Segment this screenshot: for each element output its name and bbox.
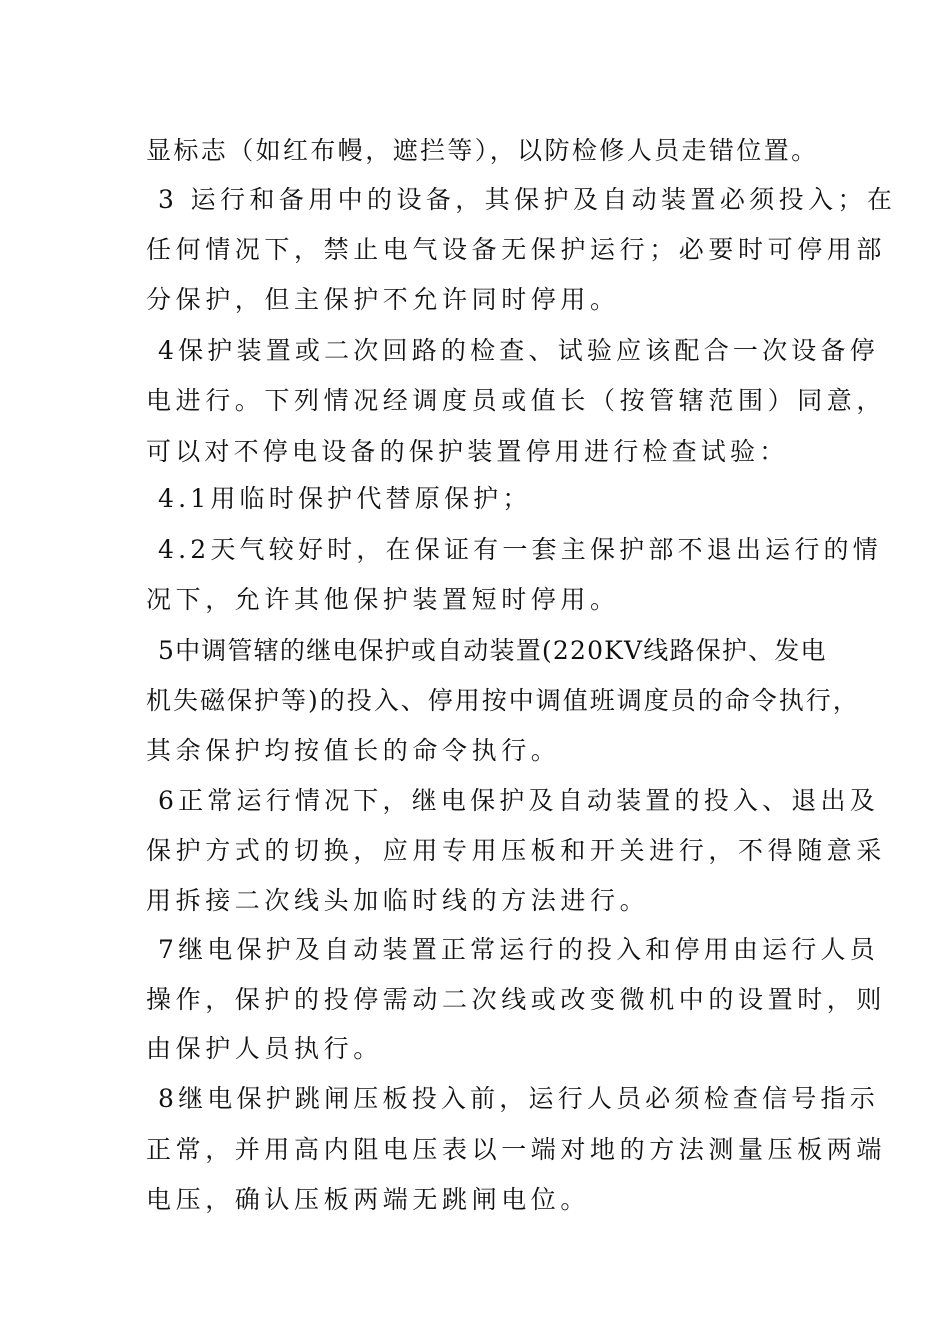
text-line: 保护方式的切换，应用专用压板和开关进行，不得随意采 xyxy=(146,836,887,865)
text-line: 电进行。下列情况经调度员或值长（按管辖范围）同意， xyxy=(146,386,887,415)
text-line: 机失磁保护等)的投入、停用按中调值班调度员的命令执行， xyxy=(146,686,860,715)
text-line: 3 运行和备用中的设备，其保护及自动装置必须投入；在 xyxy=(158,185,897,214)
text-line: 6正常运行情况下，继电保护及自动装置的投入、退出及 xyxy=(158,786,879,815)
text-line: 可以对不停电设备的保护装置停用进行检查试验： xyxy=(146,437,789,466)
text-line: 用拆接二次线头加临时线的方法进行。 xyxy=(146,886,650,915)
text-line: 况下，允许其他保护装置短时停用。 xyxy=(146,585,620,614)
text-line: 电压，确认压板两端无跳闸电位。 xyxy=(146,1185,591,1214)
text-line: 操作，保护的投停需动二次线或改变微机中的设置时，则 xyxy=(146,985,887,1014)
text-line: 显标志（如红布幔，遮拦等），以防检修人员走错位置。 xyxy=(146,136,819,165)
text-line: 由保护人员执行。 xyxy=(146,1034,383,1063)
text-line: 7继电保护及自动装置正常运行的投入和停用由运行人员 xyxy=(158,935,879,964)
text-line: 任何情况下，禁止电气设备无保护运行；必要时可停用部 xyxy=(146,235,887,264)
text-line: 正常，并用高内阻电压表以一端对地的方法测量压板两端 xyxy=(146,1135,887,1164)
text-line: 其余保护均按值长的命令执行。 xyxy=(146,736,561,765)
text-line: 4.2天气较好时，在保证有一套主保护部不退出运行的情 xyxy=(158,535,882,564)
text-line: 分保护，但主保护不允许同时停用。 xyxy=(146,285,620,314)
text-line: 4.1用临时保护代替原保护； xyxy=(158,484,532,513)
text-line: 5中调管辖的继电保护或自动装置(220KV线路保护、发电 xyxy=(158,636,827,665)
text-line: 4保护装置或二次回路的检查、试验应该配合一次设备停 xyxy=(158,336,879,365)
text-line: 8继电保护跳闸压板投入前，运行人员必须检查信号指示 xyxy=(158,1084,879,1113)
